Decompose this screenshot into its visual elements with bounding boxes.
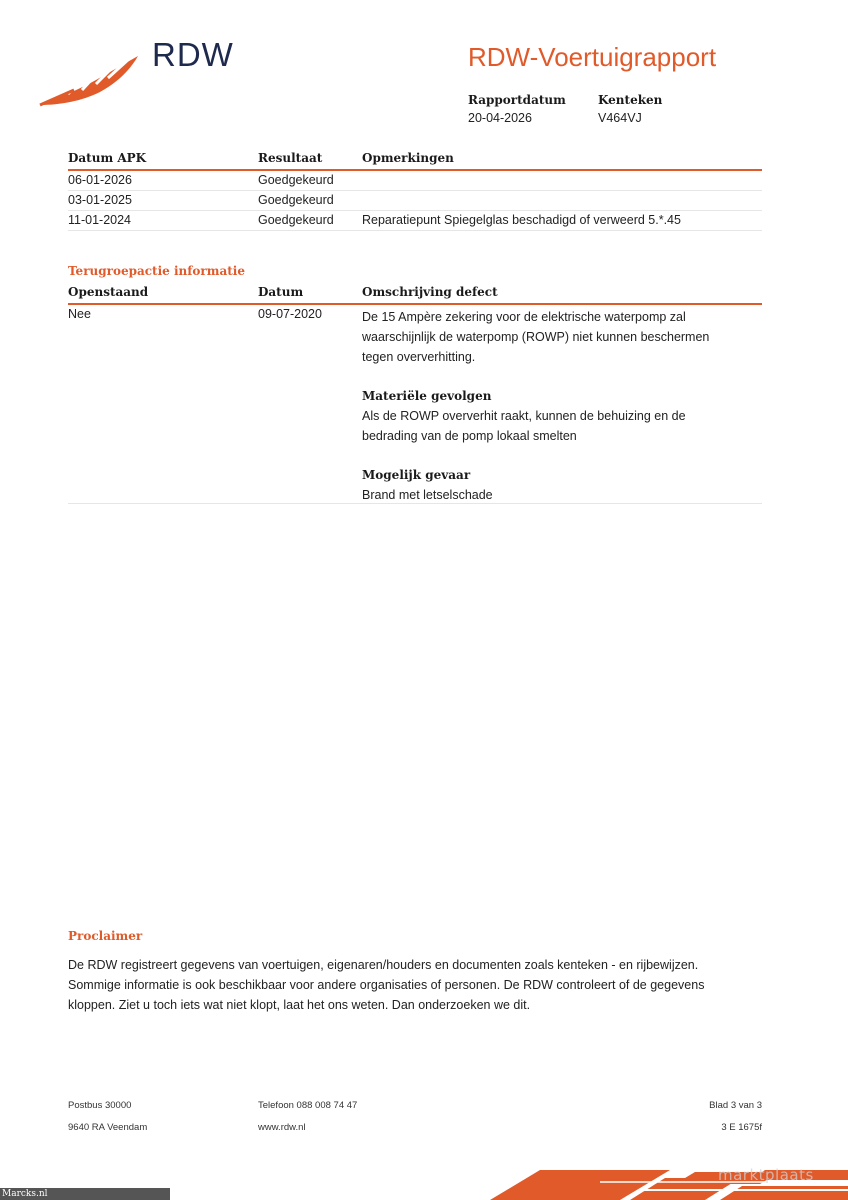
footer-postbus: Postbus 30000	[68, 1100, 132, 1111]
report-date-value: 20-04-2026	[468, 111, 532, 125]
apk-date: 03-01-2025	[68, 193, 132, 207]
danger-label: Mogelijk gevaar	[362, 468, 471, 482]
apk-result: Goedgekeurd	[258, 213, 334, 227]
recall-table	[68, 283, 762, 504]
proclaimer-title: Proclaimer	[68, 929, 143, 943]
consequences-line: Als de ROWP oververhit raakt, kunnen de behuizing en de	[362, 409, 686, 423]
plate-value: V464VJ	[598, 111, 642, 125]
recall-col-description: Omschrijving defect	[362, 285, 498, 299]
footer-website: www.rdw.nl	[258, 1122, 306, 1133]
recall-description	[362, 307, 742, 505]
table-row	[68, 191, 762, 211]
recall-col-open: Openstaand	[68, 285, 149, 299]
footer-document-code: 3 E 1675f	[721, 1122, 762, 1133]
source-badge: Marcks.nl	[0, 1188, 170, 1200]
consequences-line: bedrading van de pomp lokaal smelten	[362, 429, 577, 443]
report-title: RDW-Voertuigrapport	[468, 42, 717, 72]
apk-table	[68, 149, 762, 231]
table-row	[68, 171, 762, 191]
footer-page-number: Blad 3 van 3	[709, 1100, 762, 1111]
apk-date: 06-01-2026	[68, 173, 132, 187]
apk-remark: Reparatiepunt Spiegelglas beschadigd of verweerd 5.*.45	[362, 213, 681, 227]
recall-description-line: waarschijnlijk de waterpomp (ROWP) niet kunnen beschermen	[362, 330, 710, 344]
table-row	[68, 211, 762, 231]
apk-col-result: Resultaat	[258, 151, 323, 165]
rdw-feather-logo-icon	[38, 50, 142, 108]
rdw-logo-text: RDW	[152, 36, 234, 73]
report-date-label: Rapportdatum	[468, 93, 566, 107]
apk-result: Goedgekeurd	[258, 193, 334, 207]
recall-open-value: Nee	[68, 307, 91, 321]
plate-label: Kenteken	[598, 93, 663, 107]
footer-phone: Telefoon 088 008 74 47	[258, 1100, 358, 1111]
recall-section-title: Terugroepactie informatie	[68, 264, 245, 278]
apk-date: 11-01-2024	[68, 213, 132, 227]
apk-result: Goedgekeurd	[258, 173, 334, 187]
apk-col-remarks: Opmerkingen	[362, 151, 454, 165]
consequences-label: Materiële gevolgen	[362, 389, 492, 403]
danger-value: Brand met letselschade	[362, 488, 493, 502]
recall-description-line: tegen oververhitting.	[362, 350, 476, 364]
recall-description-line: De 15 Ampère zekering voor de elektrische waterpomp zal	[362, 310, 686, 324]
apk-table-header	[68, 149, 762, 171]
footer-city: 9640 RA Veendam	[68, 1122, 148, 1133]
proclaimer-line: De RDW registreert gegevens van voertuigen, eigenaren/houders en documenten zoals kenteken - en rijbewijzen.	[68, 958, 699, 972]
proclaimer-line: Sommige informatie is ook beschikbaar voor andere organisaties of personen. De RDW controleert of de gegevens	[68, 978, 705, 992]
recall-col-date: Datum	[258, 285, 304, 299]
recall-table-header	[68, 283, 762, 305]
proclaimer-text	[68, 955, 768, 1015]
apk-col-date: Datum APK	[68, 151, 147, 165]
table-row	[68, 305, 762, 504]
proclaimer-line: kloppen. Ziet u toch iets wat niet klopt, laat het ons weten. Dan onderzoeken we dit.	[68, 998, 531, 1012]
recall-date-value: 09-07-2020	[258, 307, 322, 321]
watermark-text: marktplaats	[718, 1166, 814, 1184]
